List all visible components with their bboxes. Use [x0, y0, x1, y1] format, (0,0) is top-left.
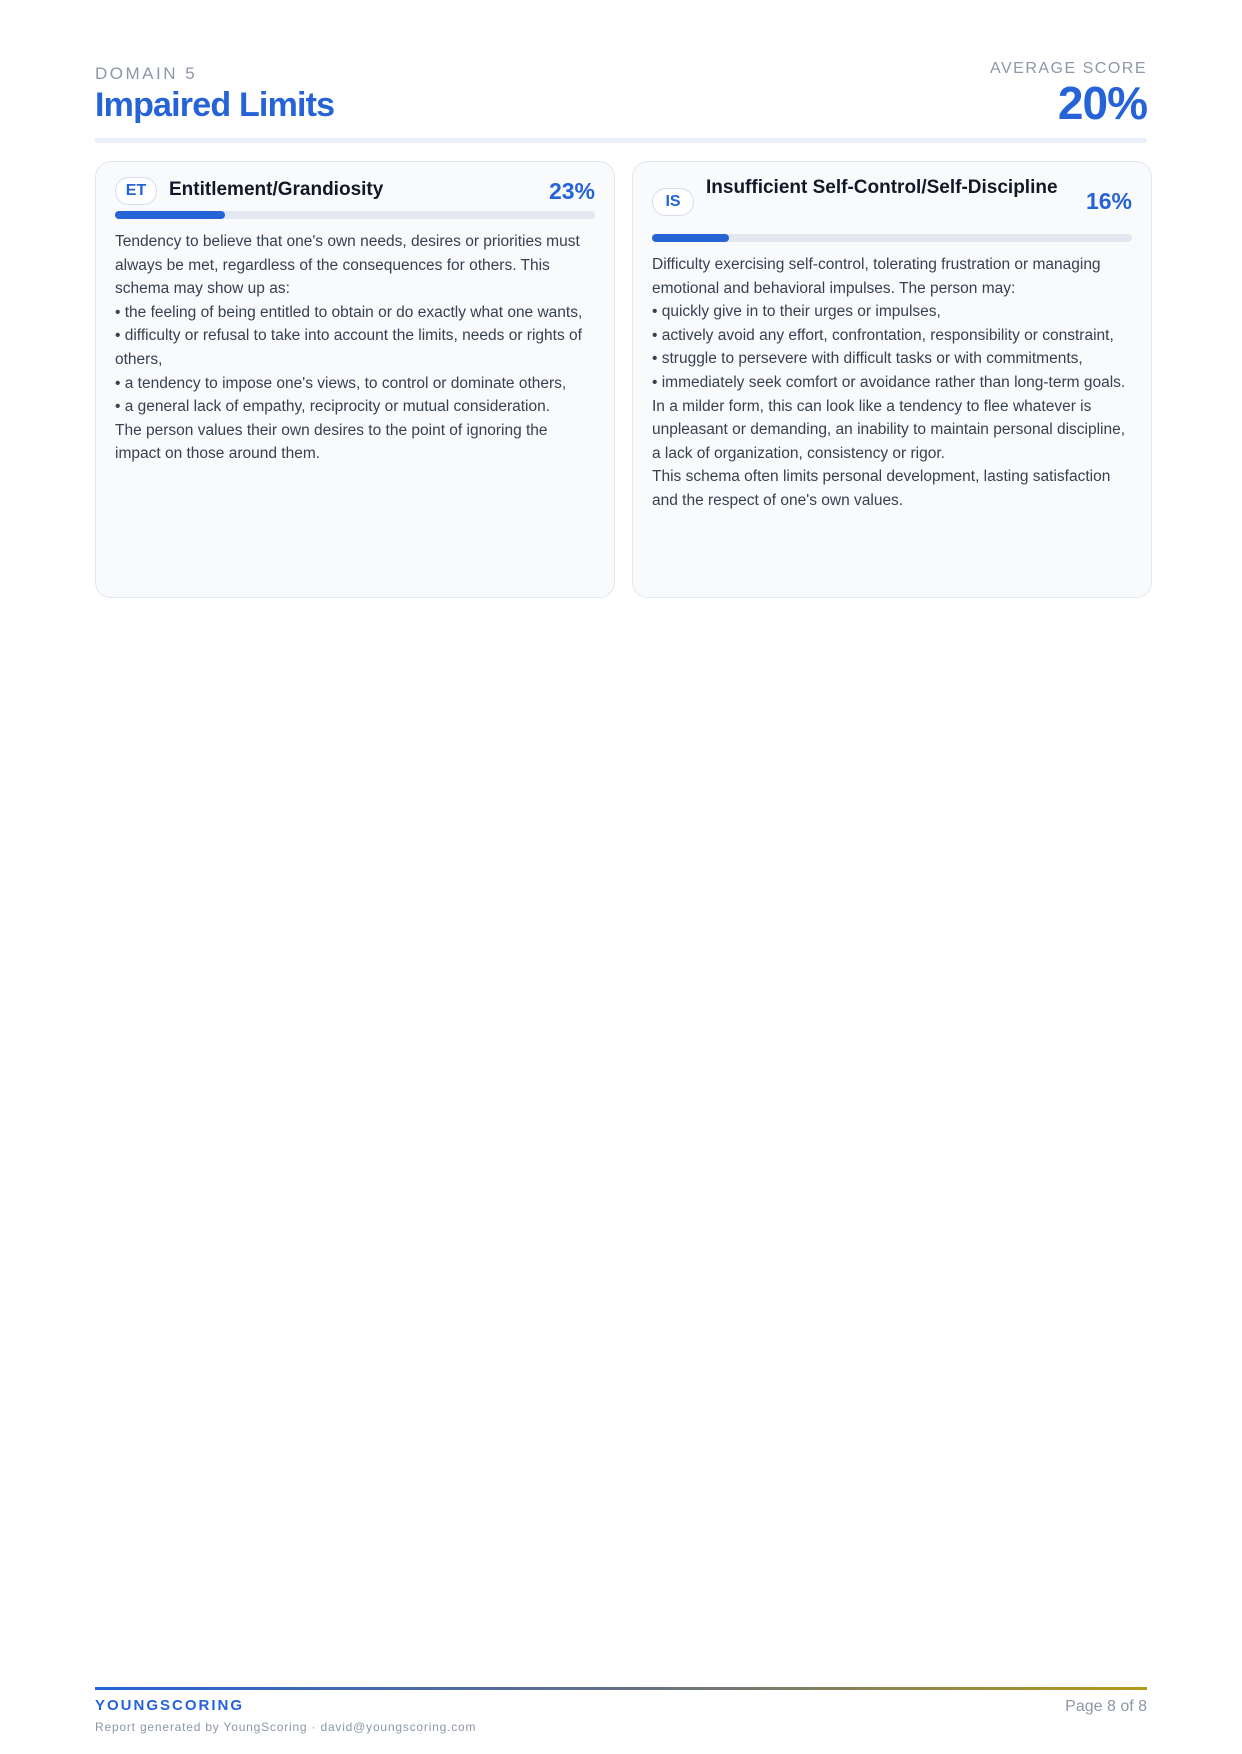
schema-score: 16%: [1085, 188, 1132, 214]
description-line: • struggle to persevere with difficult tasks or with commitments,: [652, 350, 1083, 368]
footer-brand: YOUNGSCORING: [95, 1697, 245, 1714]
score-bar-track: [652, 234, 1132, 242]
description-line: In a milder form, this can look like a tendency to flee whatever is unpleasant or demanding, an inability to maintain personal discipline, a lack of organization, consistency or rigor.: [652, 397, 1126, 462]
description-line: • immediately seek comfort or avoidance rather than long-term goals.: [652, 373, 1126, 391]
schema-description: [115, 230, 595, 466]
score-bar-track: [115, 211, 595, 219]
description-line: Difficulty exercising self-control, tolerating frustration or managing emotional and behavioral impulses. The person may:: [652, 256, 1101, 297]
schema-card-is: [632, 161, 1152, 598]
schema-title: Entitlement/Grandiosity: [169, 179, 384, 200]
schema-code-badge: ET: [115, 177, 157, 205]
description-line: • quickly give in to their urges or impulses,: [652, 303, 941, 321]
score-bar-fill: [115, 211, 225, 219]
description-line: • a general lack of empathy, reciprocity or mutual consideration.: [115, 398, 551, 416]
footer-divider: [95, 1687, 1147, 1690]
schema-card-et: [95, 161, 615, 598]
schema-code-badge: IS: [652, 188, 694, 216]
description-line: Tendency to believe that one's own needs, desires or priorities must always be met, regardless of the consequences for others. This schema may show up as:: [115, 233, 580, 298]
description-line: • the feeling of being entitled to obtain or do exactly what one wants,: [115, 303, 583, 321]
average-score-value: 20%: [1057, 77, 1147, 129]
score-bar-fill: [652, 234, 729, 242]
description-line: • a tendency to impose one's views, to control or dominate others,: [115, 374, 567, 392]
footer-note: Report generated by YoungScoring · david@youngscoring.com: [95, 1720, 477, 1734]
description-line: • actively avoid any effort, confrontation, responsibility or constraint,: [652, 326, 1114, 344]
domain-title: Impaired Limits: [95, 86, 335, 124]
description-line: • difficulty or refusal to take into account the limits, needs or rights of others,: [115, 327, 582, 368]
domain-label: DOMAIN 5: [95, 64, 198, 83]
schema-score: 23%: [548, 178, 595, 204]
description-line: This schema often limits personal development, lasting satisfaction and the respect of one's own values.: [652, 468, 1111, 509]
schema-description: [652, 253, 1132, 513]
description-line: The person values their own desires to the point of ignoring the impact on those around them.: [115, 421, 548, 463]
domain-header: [95, 60, 1147, 143]
average-score-label: AVERAGE SCORE: [989, 60, 1147, 77]
schema-title: Insufficient Self-Control/Self-Discipline: [706, 177, 1058, 198]
page-number: Page 8 of 8: [1065, 1698, 1147, 1715]
